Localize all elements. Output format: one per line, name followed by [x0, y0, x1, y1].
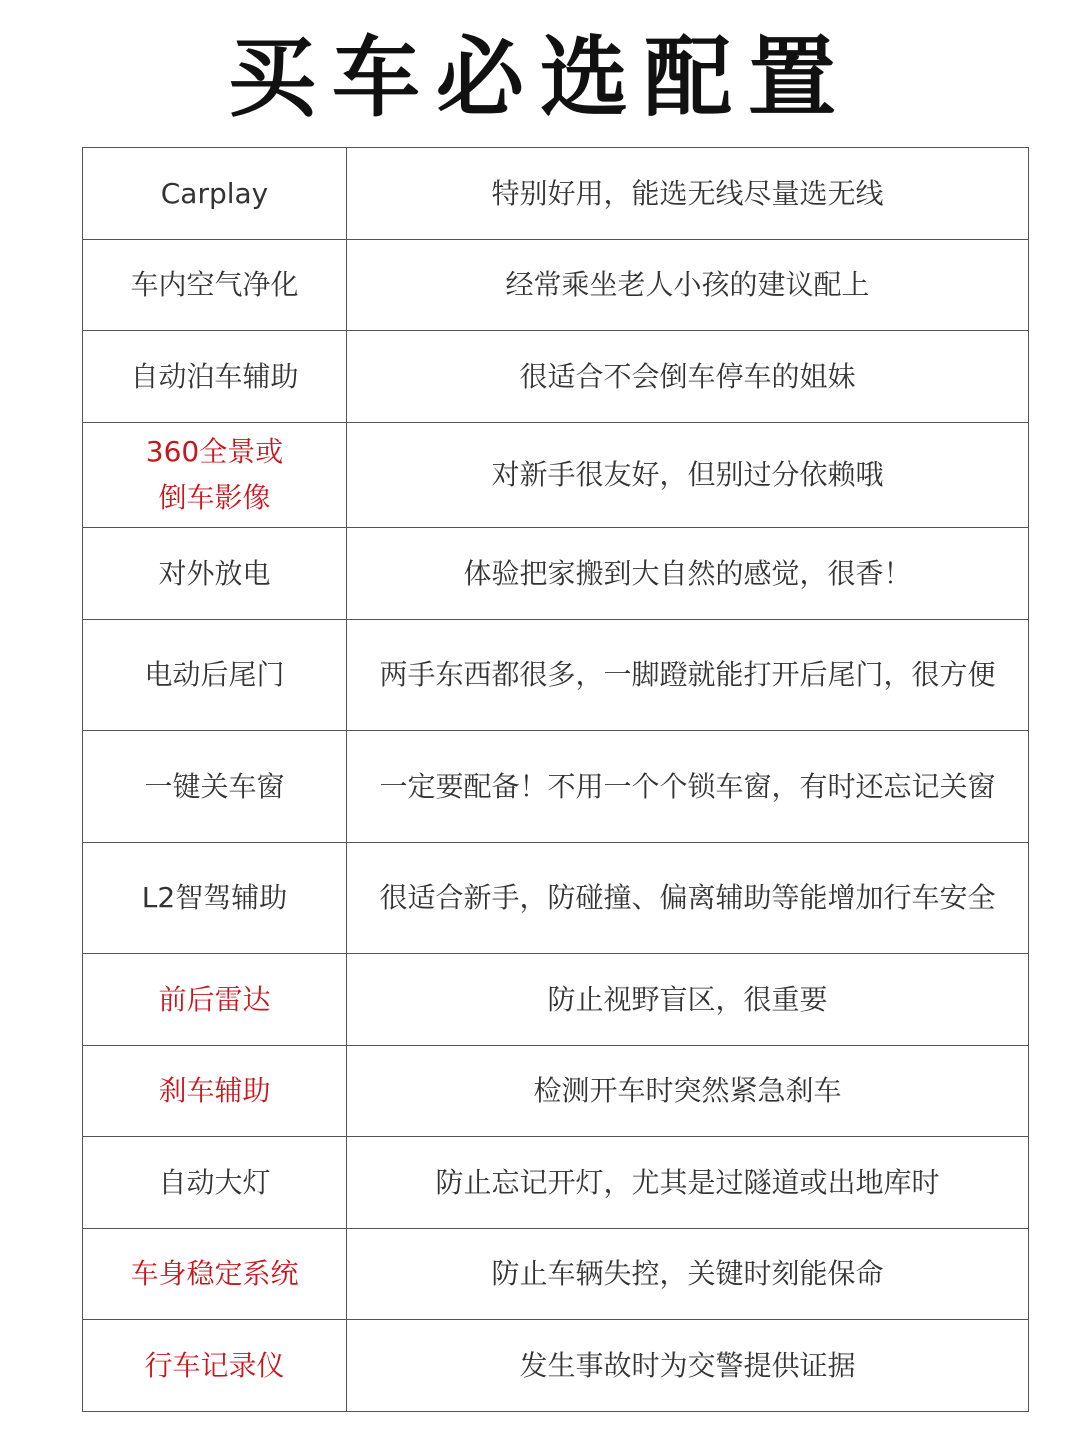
description-cell: 发生事故时为交警提供证据: [347, 1320, 1029, 1412]
feature-cell: L2智驾辅助: [83, 843, 347, 954]
table-row: [83, 423, 1029, 528]
feature-cell-highlighted: 车身稳定系统: [83, 1229, 347, 1320]
description-cell: 很适合新手，防碰撞、偏离辅助等能增加行车安全: [347, 843, 1029, 954]
description-cell: 防止视野盲区，很重要: [347, 954, 1029, 1046]
feature-cell-highlighted: 行车记录仪: [83, 1320, 347, 1412]
table-row: [83, 331, 1029, 423]
feature-cell: 对外放电: [83, 528, 347, 620]
table-row: [83, 1046, 1029, 1137]
feature-line: 倒车影像: [158, 481, 271, 514]
config-table: [82, 147, 1029, 1412]
table-row: [83, 1229, 1029, 1320]
feature-cell: 自动大灯: [83, 1137, 347, 1229]
description-cell: 一定要配备！不用一个个锁车窗，有时还忘记关窗: [347, 731, 1029, 843]
feature-cell: 车内空气净化: [83, 240, 347, 331]
feature-cell-highlighted: [83, 423, 347, 528]
description-cell: 两手东西都很多，一脚蹬就能打开后尾门，很方便: [347, 620, 1029, 731]
table-row: [83, 620, 1029, 731]
feature-cell: 自动泊车辅助: [83, 331, 347, 423]
table-row: [83, 528, 1029, 620]
table-row: [83, 1137, 1029, 1229]
feature-cell-highlighted: 刹车辅助: [83, 1046, 347, 1137]
description-cell: 特别好用，能选无线尽量选无线: [347, 148, 1029, 240]
table-row: [83, 954, 1029, 1046]
feature-cell-highlighted: 前后雷达: [83, 954, 347, 1046]
table-row: [83, 843, 1029, 954]
page-title: 买车必选配置: [227, 25, 852, 129]
description-cell: 对新手很友好，但别过分依赖哦: [347, 423, 1029, 528]
description-cell: 很适合不会倒车停车的姐妹: [347, 331, 1029, 423]
description-cell: 防止忘记开灯，尤其是过隧道或出地库时: [347, 1137, 1029, 1229]
feature-cell: Carplay: [83, 148, 347, 240]
description-cell: 经常乘坐老人小孩的建议配上: [347, 240, 1029, 331]
feature-cell: 电动后尾门: [83, 620, 347, 731]
feature-line: 360全景或: [145, 435, 284, 468]
description-cell: 防止车辆失控，关键时刻能保命: [347, 1229, 1029, 1320]
description-cell: 体验把家搬到大自然的感觉，很香！: [347, 528, 1029, 620]
table-row: [83, 240, 1029, 331]
feature-cell: 一键关车窗: [83, 731, 347, 843]
table-row: [83, 148, 1029, 240]
description-cell: 检测开车时突然紧急刹车: [347, 1046, 1029, 1137]
table-row: [83, 1320, 1029, 1412]
table-row: [83, 731, 1029, 843]
